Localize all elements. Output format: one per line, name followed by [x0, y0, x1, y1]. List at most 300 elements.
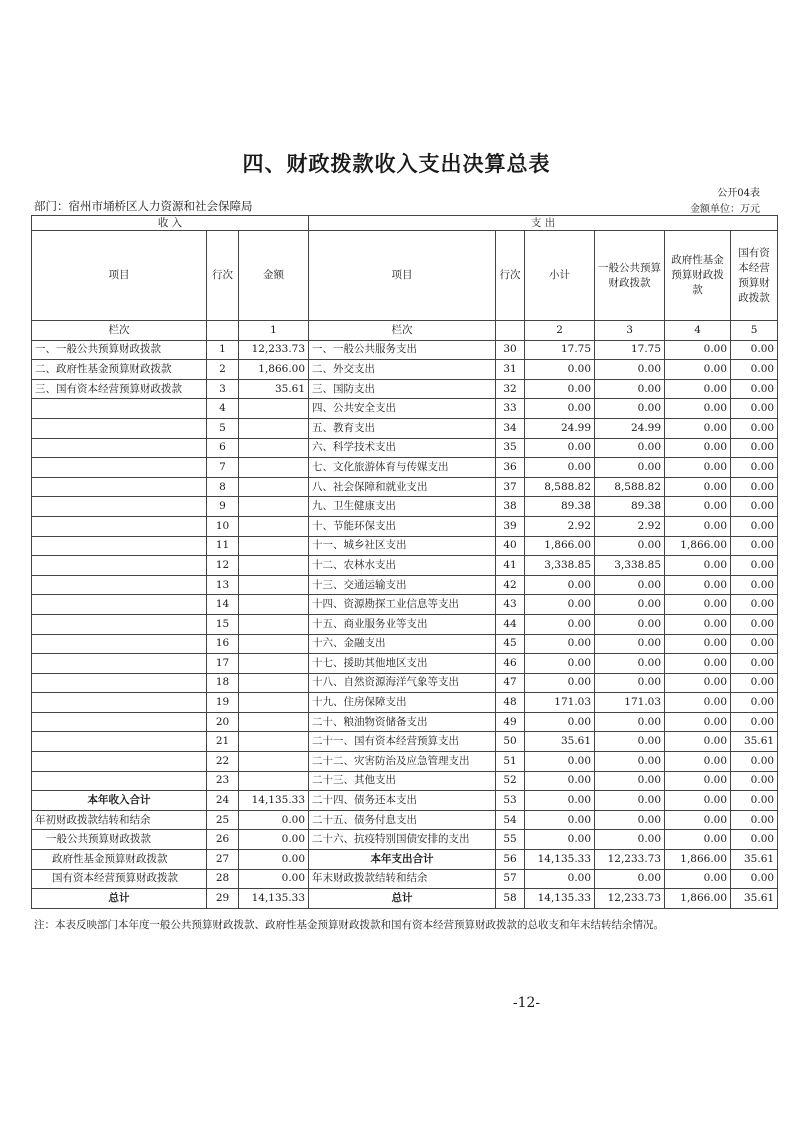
general-budget-cell: 0.00 [595, 654, 665, 674]
expense-line-cell: 40 [496, 536, 525, 556]
expense-line-cell: 47 [496, 673, 525, 693]
income-line-cell: 15 [207, 614, 239, 634]
subtotal-cell: 0.00 [525, 673, 595, 693]
income-header: 收 入 [32, 216, 309, 231]
income-item-cell [32, 477, 207, 497]
gov-fund-cell: 0.00 [665, 732, 731, 752]
expense-item-cell: 二、外交支出 [309, 360, 496, 380]
state-capital-cell: 0.00 [731, 418, 778, 438]
gov-fund-cell: 0.00 [665, 634, 731, 654]
income-line-cell: 22 [207, 752, 239, 772]
general-budget-cell: 0.00 [595, 830, 665, 850]
income-amount-cell [239, 732, 309, 752]
income-amount-cell: 1,866.00 [239, 360, 309, 380]
general-budget-cell: 89.38 [595, 497, 665, 517]
expense-line-cell: 42 [496, 575, 525, 595]
state-capital-cell: 35.61 [731, 889, 778, 909]
general-budget-cell: 0.00 [595, 634, 665, 654]
income-item-cell: 一、一般公共预算财政拨款 [32, 340, 207, 360]
general-budget-cell: 0.00 [595, 752, 665, 772]
income-item-cell [32, 575, 207, 595]
gov-fund-cell: 0.00 [665, 379, 731, 399]
income-amount-cell [239, 693, 309, 713]
state-capital-cell: 0.00 [731, 810, 778, 830]
income-line-cell: 1 [207, 340, 239, 360]
form-code: 公开04表 [717, 188, 760, 199]
expense-line-cell: 39 [496, 516, 525, 536]
expense-line-cell: 36 [496, 458, 525, 478]
income-item-cell [32, 399, 207, 419]
table-row [32, 575, 778, 595]
income-amount-cell: 35.61 [239, 379, 309, 399]
income-amount-cell [239, 575, 309, 595]
income-item-cell: 国有资本经营预算财政拨款 [32, 869, 207, 889]
general-budget-cell: 0.00 [595, 399, 665, 419]
table-row [32, 477, 778, 497]
subtotal-cell: 0.00 [525, 830, 595, 850]
income-line-cell: 7 [207, 458, 239, 478]
table-row [32, 556, 778, 576]
income-amount-cell: 14,135.33 [239, 889, 309, 909]
general-budget-cell: 171.03 [595, 693, 665, 713]
income-amount-cell: 12,233.73 [239, 340, 309, 360]
state-capital-cell: 0.00 [731, 360, 778, 380]
table-row [32, 458, 778, 478]
state-capital-cell: 0.00 [731, 614, 778, 634]
state-capital-cell: 0.00 [731, 693, 778, 713]
income-item-cell [32, 438, 207, 458]
income-amount-cell: 0.00 [239, 850, 309, 870]
income-item-cell [32, 771, 207, 791]
expense-line-cell: 43 [496, 595, 525, 615]
gov-fund-cell: 0.00 [665, 614, 731, 634]
state-capital-cell: 0.00 [731, 340, 778, 360]
state-capital-cell: 0.00 [731, 634, 778, 654]
state-capital-cell: 0.00 [731, 595, 778, 615]
income-item-cell: 本年收入合计 [32, 791, 207, 811]
expense-item-cell: 十三、交通运输支出 [309, 575, 496, 595]
general-budget-cell: 2.92 [595, 516, 665, 536]
income-line-cell: 19 [207, 693, 239, 713]
income-item-cell [32, 556, 207, 576]
income-item-cell: 年初财政拨款结转和结余 [32, 810, 207, 830]
table-row [32, 536, 778, 556]
subtotal-cell: 17.75 [525, 340, 595, 360]
state-capital-cell: 0.00 [731, 654, 778, 674]
gov-fund-cell: 0.00 [665, 791, 731, 811]
income-item-cell: 一般公共预算财政拨款 [32, 830, 207, 850]
income-line-cell: 20 [207, 712, 239, 732]
table-row [32, 771, 778, 791]
expense-header: 支 出 [309, 216, 778, 231]
expense-item-cell: 一、一般公共服务支出 [309, 340, 496, 360]
income-amount-cell [239, 536, 309, 556]
income-amount-cell [239, 712, 309, 732]
subtotal-cell: 0.00 [525, 379, 595, 399]
income-line-cell: 29 [207, 889, 239, 909]
subtotal-cell: 171.03 [525, 693, 595, 713]
expense-item-cell: 三、国防支出 [309, 379, 496, 399]
gov-fund-cell: 0.00 [665, 340, 731, 360]
gov-fund-cell: 0.00 [665, 575, 731, 595]
income-item-cell: 政府性基金预算财政拨款 [32, 850, 207, 870]
state-capital-cell: 0.00 [731, 752, 778, 772]
income-line-cell: 27 [207, 850, 239, 870]
subtotal-cell: 1,866.00 [525, 536, 595, 556]
expense-line-cell: 41 [496, 556, 525, 576]
income-item-cell: 二、政府性基金预算财政拨款 [32, 360, 207, 380]
income-amount-cell [239, 556, 309, 576]
table-row [32, 830, 778, 850]
table-row [32, 399, 778, 419]
gov-fund-cell: 0.00 [665, 516, 731, 536]
gov-fund-cell: 0.00 [665, 673, 731, 693]
general-budget-cell: 3,338.85 [595, 556, 665, 576]
subtotal-cell: 0.00 [525, 614, 595, 634]
income-line-cell: 9 [207, 497, 239, 517]
general-budget-cell: 0.00 [595, 458, 665, 478]
table-row [32, 360, 778, 380]
header-row-sections [32, 216, 778, 231]
table-row [32, 889, 778, 909]
gov-fund-cell: 0.00 [665, 810, 731, 830]
income-line-cell: 3 [207, 379, 239, 399]
table-row [32, 693, 778, 713]
income-item-cell [32, 752, 207, 772]
table-row [32, 654, 778, 674]
table-row [32, 379, 778, 399]
expense-line-cell: 30 [496, 340, 525, 360]
income-item-cell [32, 595, 207, 615]
state-capital-cell: 0.00 [731, 771, 778, 791]
expense-item-cell: 年末财政拨款结转和结余 [309, 869, 496, 889]
subtotal-cell: 3,338.85 [525, 556, 595, 576]
state-capital-cell: 0.00 [731, 477, 778, 497]
table-row [32, 634, 778, 654]
table-row [32, 752, 778, 772]
subtotal-cell: 89.38 [525, 497, 595, 517]
state-capital-cell: 0.00 [731, 438, 778, 458]
income-amount-cell: 0.00 [239, 810, 309, 830]
expense-item-cell: 二十二、灾害防治及应急管理支出 [309, 752, 496, 772]
state-capital-cell: 0.00 [731, 516, 778, 536]
subtotal-cell: 0.00 [525, 771, 595, 791]
expense-line-cell: 34 [496, 418, 525, 438]
state-capital-cell: 0.00 [731, 556, 778, 576]
subtotal-cell: 24.99 [525, 418, 595, 438]
income-line-cell: 10 [207, 516, 239, 536]
expense-item-cell: 二十五、债务付息支出 [309, 810, 496, 830]
gov-fund-cell: 0.00 [665, 595, 731, 615]
income-line-cell: 23 [207, 771, 239, 791]
state-capital-cell: 0.00 [731, 399, 778, 419]
income-line-header: 行次 [207, 231, 239, 321]
expense-item-cell: 四、公共安全支出 [309, 399, 496, 419]
state-capital-cell: 35.61 [731, 850, 778, 870]
subtotal-cell: 35.61 [525, 732, 595, 752]
expense-line-cell: 31 [496, 360, 525, 380]
gov-fund-cell: 1,866.00 [665, 889, 731, 909]
subtotal-header: 小计 [525, 231, 595, 321]
header-row-columns [32, 231, 778, 321]
expense-item-cell: 五、教育支出 [309, 418, 496, 438]
subtotal-cell: 0.00 [525, 399, 595, 419]
budget-table [31, 215, 778, 909]
col-index-1: 1 [239, 321, 309, 341]
gov-fund-cell: 0.00 [665, 556, 731, 576]
general-budget-cell: 0.00 [595, 810, 665, 830]
state-capital-cell: 0.00 [731, 575, 778, 595]
general-budget-cell: 0.00 [595, 536, 665, 556]
gov-fund-cell: 0.00 [665, 458, 731, 478]
subtotal-cell: 2.92 [525, 516, 595, 536]
subtotal-cell: 8,588.82 [525, 477, 595, 497]
department-label: 部门：宿州市埇桥区人力资源和社会保障局 [34, 199, 253, 213]
expense-item-cell: 二十一、国有资本经营预算支出 [309, 732, 496, 752]
gov-fund-cell: 0.00 [665, 654, 731, 674]
income-amount-cell [239, 771, 309, 791]
subtotal-cell: 0.00 [525, 810, 595, 830]
table-row [32, 516, 778, 536]
col-index-2: 2 [525, 321, 595, 341]
income-line-cell: 16 [207, 634, 239, 654]
col-index-label: 栏次 [32, 321, 207, 341]
income-item-cell [32, 634, 207, 654]
general-budget-cell: 0.00 [595, 379, 665, 399]
subtotal-cell: 0.00 [525, 712, 595, 732]
income-line-cell: 18 [207, 673, 239, 693]
gov-fund-cell: 0.00 [665, 497, 731, 517]
income-amount-cell [239, 673, 309, 693]
expense-item-cell: 八、社会保障和就业支出 [309, 477, 496, 497]
subtotal-cell: 0.00 [525, 360, 595, 380]
expense-line-header: 行次 [496, 231, 525, 321]
subtotal-cell: 0.00 [525, 869, 595, 889]
col-index-5: 5 [731, 321, 778, 341]
income-item-cell [32, 693, 207, 713]
header-row-index [32, 321, 778, 341]
expense-line-cell: 32 [496, 379, 525, 399]
expense-line-cell: 58 [496, 889, 525, 909]
expense-item-cell: 二十六、抗疫特别国债安排的支出 [309, 830, 496, 850]
table-row [32, 850, 778, 870]
general-budget-cell: 0.00 [595, 732, 665, 752]
income-line-cell: 6 [207, 438, 239, 458]
general-budget-cell: 24.99 [595, 418, 665, 438]
expense-line-cell: 48 [496, 693, 525, 713]
subtotal-cell: 0.00 [525, 752, 595, 772]
expense-item-cell: 十七、援助其他地区支出 [309, 654, 496, 674]
expense-line-cell: 33 [496, 399, 525, 419]
expense-item-cell: 十、节能环保支出 [309, 516, 496, 536]
income-item-cell [32, 497, 207, 517]
expense-item-cell: 十八、自然资源海洋气象等支出 [309, 673, 496, 693]
income-line-cell: 17 [207, 654, 239, 674]
income-item-cell [32, 418, 207, 438]
expense-item-cell: 二十、粮油物资储备支出 [309, 712, 496, 732]
table-row [32, 673, 778, 693]
expense-line-cell: 53 [496, 791, 525, 811]
general-budget-cell: 12,233.73 [595, 889, 665, 909]
income-line-cell: 21 [207, 732, 239, 752]
gov-fund-cell: 0.00 [665, 418, 731, 438]
expense-line-cell: 35 [496, 438, 525, 458]
income-line-cell: 12 [207, 556, 239, 576]
general-budget-cell: 12,233.73 [595, 850, 665, 870]
expense-item-cell: 十一、城乡社区支出 [309, 536, 496, 556]
income-line-cell: 2 [207, 360, 239, 380]
col-index-3: 3 [595, 321, 665, 341]
table-row [32, 869, 778, 889]
state-capital-cell: 0.00 [731, 712, 778, 732]
income-line-cell: 8 [207, 477, 239, 497]
income-item-header: 项目 [32, 231, 207, 321]
income-item-cell [32, 673, 207, 693]
subtotal-cell: 0.00 [525, 654, 595, 674]
income-item-cell [32, 732, 207, 752]
expense-line-cell: 44 [496, 614, 525, 634]
income-item-cell [32, 712, 207, 732]
income-line-cell: 13 [207, 575, 239, 595]
general-budget-cell: 8,588.82 [595, 477, 665, 497]
table-row [32, 791, 778, 811]
page-title: 四、财政拨款收入支出决算总表 [242, 152, 551, 176]
gov-fund-cell: 0.00 [665, 712, 731, 732]
income-amount-cell [239, 418, 309, 438]
income-item-cell: 总计 [32, 889, 207, 909]
expense-line-cell: 52 [496, 771, 525, 791]
income-line-cell: 14 [207, 595, 239, 615]
expense-item-cell: 十二、农林水支出 [309, 556, 496, 576]
subtotal-cell: 14,135.33 [525, 850, 595, 870]
expense-line-cell: 37 [496, 477, 525, 497]
gov-fund-cell: 1,866.00 [665, 850, 731, 870]
income-amount-cell [239, 654, 309, 674]
gov-fund-cell: 0.00 [665, 752, 731, 772]
table-row [32, 340, 778, 360]
general-budget-cell: 0.00 [595, 614, 665, 634]
gov-fund-cell: 0.00 [665, 438, 731, 458]
income-amount-cell [239, 497, 309, 517]
income-line-cell: 25 [207, 810, 239, 830]
expense-item-cell: 总计 [309, 889, 496, 909]
gov-fund-cell: 0.00 [665, 399, 731, 419]
general-budget-cell: 0.00 [595, 771, 665, 791]
general-budget-cell: 0.00 [595, 673, 665, 693]
expense-item-cell: 二十三、其他支出 [309, 771, 496, 791]
income-item-cell [32, 458, 207, 478]
state-capital-header: 国有资本经营预算财政拨款 [731, 231, 778, 321]
table-row [32, 810, 778, 830]
income-amount-cell [239, 438, 309, 458]
state-capital-cell: 0.00 [731, 869, 778, 889]
gov-fund-cell: 0.00 [665, 477, 731, 497]
income-amount-header: 金额 [239, 231, 309, 321]
state-capital-cell: 0.00 [731, 497, 778, 517]
income-amount-cell [239, 752, 309, 772]
income-amount-cell: 0.00 [239, 830, 309, 850]
general-budget-cell: 0.00 [595, 712, 665, 732]
subtotal-cell: 14,135.33 [525, 889, 595, 909]
table-row [32, 614, 778, 634]
expense-item-cell: 十五、商业服务业等支出 [309, 614, 496, 634]
unit-label: 金额单位：万元 [690, 204, 760, 215]
expense-line-cell: 45 [496, 634, 525, 654]
income-item-cell [32, 614, 207, 634]
expense-line-cell: 51 [496, 752, 525, 772]
table-row [32, 732, 778, 752]
income-amount-cell [239, 399, 309, 419]
expense-line-cell: 54 [496, 810, 525, 830]
income-line-cell: 4 [207, 399, 239, 419]
income-line-cell: 5 [207, 418, 239, 438]
table-row [32, 497, 778, 517]
expense-line-cell: 38 [496, 497, 525, 517]
income-item-cell [32, 654, 207, 674]
state-capital-cell: 0.00 [731, 458, 778, 478]
income-item-cell: 三、国有资本经营预算财政拨款 [32, 379, 207, 399]
income-amount-cell [239, 516, 309, 536]
income-line-cell: 24 [207, 791, 239, 811]
state-capital-cell: 0.00 [731, 791, 778, 811]
state-capital-cell: 0.00 [731, 830, 778, 850]
income-amount-cell [239, 634, 309, 654]
income-amount-cell [239, 614, 309, 634]
expense-line-cell: 57 [496, 869, 525, 889]
expense-line-cell: 56 [496, 850, 525, 870]
general-budget-cell: 0.00 [595, 438, 665, 458]
footnote: 注：本表反映部门本年度一般公共预算财政拨款、政府性基金预算财政拨款和国有资本经营预算财政拨款的总收支和年末结转结余情况。 [34, 919, 664, 931]
general-budget-cell: 0.00 [595, 869, 665, 889]
general-budget-cell: 17.75 [595, 340, 665, 360]
general-budget-cell: 0.00 [595, 791, 665, 811]
expense-item-header: 项目 [309, 231, 496, 321]
income-item-cell [32, 536, 207, 556]
expense-item-cell: 六、科学技术支出 [309, 438, 496, 458]
gov-fund-cell: 0.00 [665, 869, 731, 889]
income-amount-cell: 0.00 [239, 869, 309, 889]
state-capital-cell: 35.61 [731, 732, 778, 752]
general-budget-cell: 0.00 [595, 595, 665, 615]
subtotal-cell: 0.00 [525, 575, 595, 595]
subtotal-cell: 0.00 [525, 595, 595, 615]
gov-fund-cell: 0.00 [665, 771, 731, 791]
gov-fund-cell: 1,866.00 [665, 536, 731, 556]
expense-item-cell: 七、文化旅游体育与传媒支出 [309, 458, 496, 478]
income-amount-cell [239, 595, 309, 615]
income-line-cell: 28 [207, 869, 239, 889]
table-row [32, 438, 778, 458]
table-row [32, 418, 778, 438]
gov-fund-cell: 0.00 [665, 360, 731, 380]
state-capital-cell: 0.00 [731, 673, 778, 693]
gov-fund-cell: 0.00 [665, 830, 731, 850]
income-amount-cell [239, 458, 309, 478]
col-index-4: 4 [665, 321, 731, 341]
gov-fund-cell: 0.00 [665, 693, 731, 713]
page-number: -12- [512, 995, 541, 1011]
expense-item-cell: 十六、金融支出 [309, 634, 496, 654]
general-budget-header: 一般公共预算财政拨款 [595, 231, 665, 321]
col-index-label-2: 栏次 [309, 321, 496, 341]
expense-item-cell: 十九、住房保障支出 [309, 693, 496, 713]
expense-item-cell: 本年支出合计 [309, 850, 496, 870]
income-line-cell: 26 [207, 830, 239, 850]
subtotal-cell: 0.00 [525, 458, 595, 478]
expense-item-cell: 九、卫生健康支出 [309, 497, 496, 517]
expense-line-cell: 55 [496, 830, 525, 850]
subtotal-cell: 0.00 [525, 791, 595, 811]
